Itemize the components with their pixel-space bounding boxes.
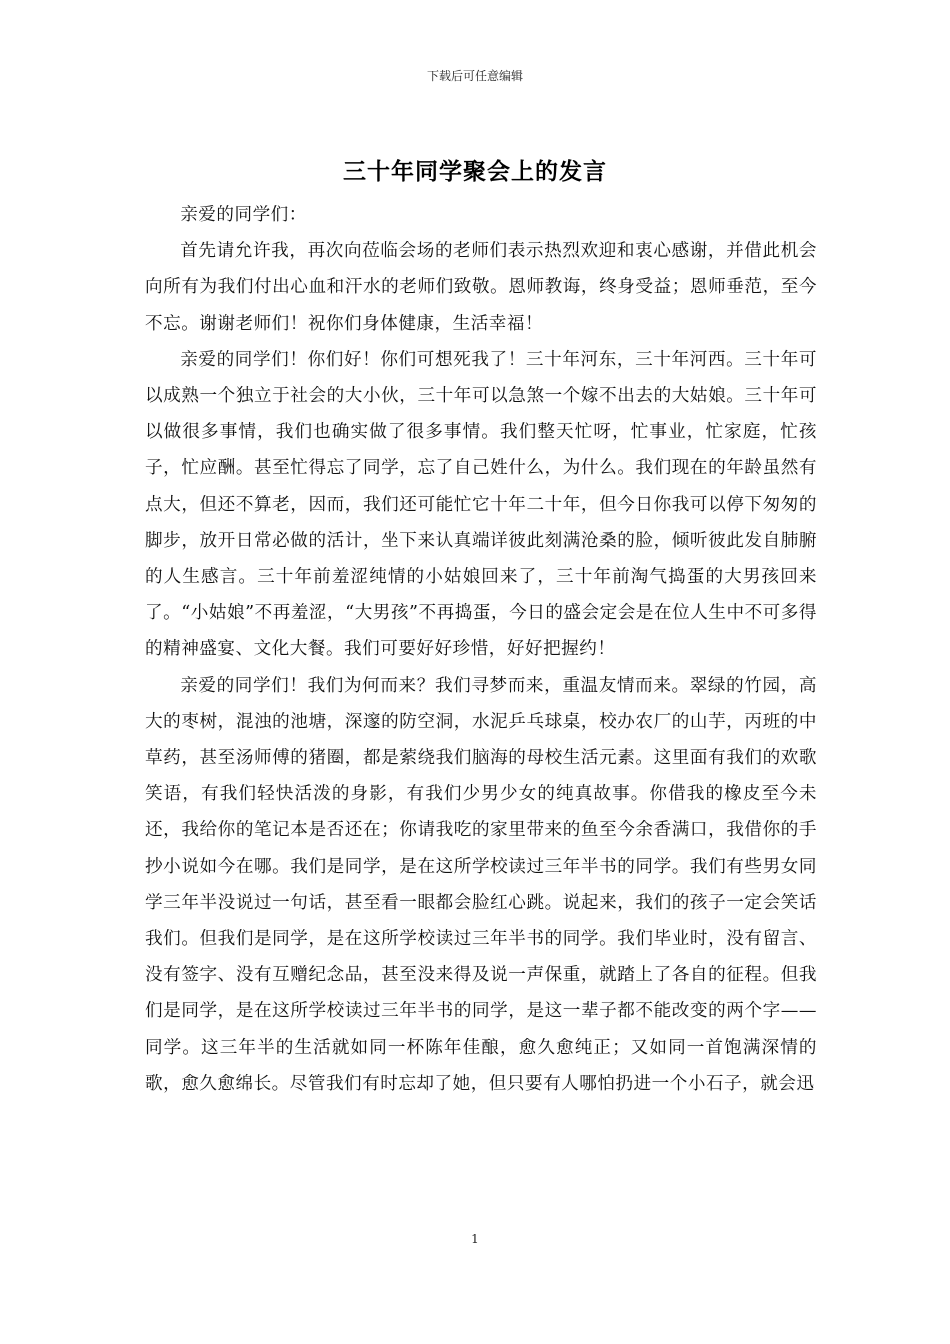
document-title: 三十年同学聚会上的发言 (343, 159, 607, 185)
salutation: 亲爱的同学们： (180, 205, 307, 225)
document-body (145, 197, 817, 1102)
paragraph: 亲爱的同学们！你们好！你们可想死我了！三十年河东，三十年河西。三十年可以成熟一个独立于社会的大小伙，三十年可以急煞一个嫁不出去的大姑娘。三十年可以做很多事情，我们也确实做了很多事情。我们整天忙呀，忙事业，忙家庭，忙孩子，忙应酬。甚至忙得忘了同学，忘了自己姓什么，为什么。我们现在的年龄虽然有点大，但还不算老，因而，我们还可能忙它十年二十年，但今日你我可以停下匆匆的脚步，放开日常必做的活计，坐下来认真端详彼此刻满沧桑的脸，倾听彼此发自肺腑的人生感言。三十年前羞涩纯情的小姑娘回来了，三十年前淘气捣蛋的大男孩回来了。“小姑娘”不再羞涩，“大男孩”不再捣蛋，今日的盛会定会是在位人生中不可多得的精神盛宴、文化大餐。我们可要好好珍惜，好好把握约！ (145, 349, 817, 660)
page-number: 1 (471, 1232, 479, 1246)
page-header-note: 下载后可任意编辑 (426, 69, 523, 83)
paragraph: 亲爱的同学们！我们为何而来？我们寻梦而来，重温友情而来。翠绿的竹园，高大的枣树，混浊的池塘，深邃的防空洞，水泥乒乓球桌，校办农厂的山芋，丙班的中草药，甚至汤师傅的猪圈，都是萦绕我们脑海的母校生活元素。这里面有我们的欢歌笑语，有我们轻快活泼的身影，有我们少男少女的纯真故事。你借我的橡皮至今未还，我给你的笔记本是否还在；你请我吃的家里带来的鱼至今余香满口，我借你的手抄小说如今在哪。我们是同学，是在这所学校读过三年半书的同学。我们有些男女同学三年半没说过一句话，甚至看一眼都会脸红心跳。说起来，我们的孩子一定会笑话我们。但我们是同学，是在这所学校读过三年半书的同学。我们毕业时，没有留言、没有签字、没有互赠纪念品，甚至没来得及说一声保重，就踏上了各自的征程。但我们是同学，是在这所学校读过三年半书的同学，是这一辈子都不能改变的两个字——同学。这三年半的生活就如同一杯陈年佳酿，愈久愈纯正；又如同一首饱满深情的歌，愈久愈绵长。尽管我们有时忘却了她，但只要有人哪怕扔进一个小石子，就会迅 (145, 675, 817, 1094)
paragraph: 首先请允许我，再次向莅临会场的老师们表示热烈欢迎和衷心感谢，并借此机会向所有为我们付出心血和汗水的老师们致敬。恩师教诲，终身受益；恩师垂范，至今不忘。谢谢老师们！祝你们身体健康，生活幸福！ (145, 241, 817, 334)
